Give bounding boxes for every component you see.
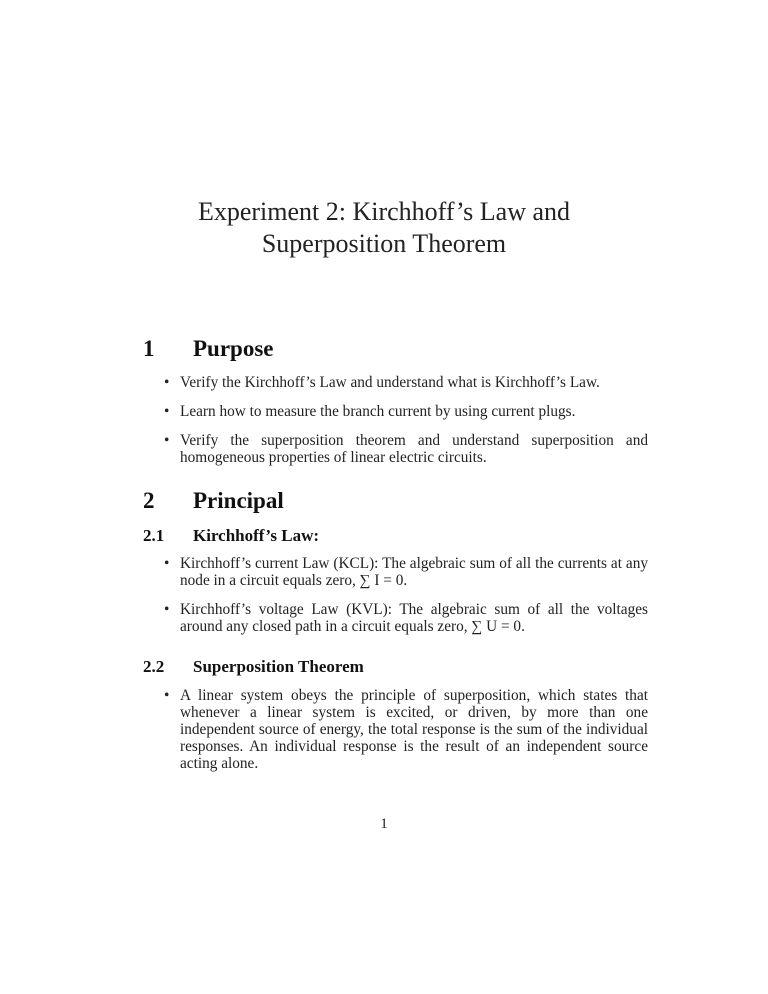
subsection-number: 2.1 (143, 526, 165, 545)
superposition-list (164, 687, 648, 772)
bullet-icon: • (164, 403, 170, 420)
document-title (0, 196, 768, 260)
subsection-title: Superposition Theorem (193, 657, 364, 676)
section-heading-purpose (143, 336, 274, 362)
bullet-icon: • (164, 687, 170, 704)
list-item-kcl: • Kirchhoff’s current Law (KCL): The algebraic sum of all the currents at any node in a circuit equals zero, ∑ I = 0. (164, 555, 648, 589)
section-title: Principal (193, 488, 284, 513)
bullet-icon: • (164, 601, 170, 618)
section-title: Purpose (193, 336, 274, 361)
list-item: • Learn how to measure the branch current by using current plugs. (164, 403, 576, 420)
bullet-icon: • (164, 555, 170, 572)
list-item: • A linear system obeys the principle of superposition, which states that whenever a linear system is excited, or driven, by more than one independent source of energy, the total response is the sum of the individual responses. An individual response is the result of an independent source acting alone. (164, 687, 648, 772)
title-line-1: Experiment 2: Kirchhoff’s Law and (197, 197, 571, 226)
bullet-icon: • (164, 374, 170, 391)
subsection-title: Kirchhoff’s Law: (193, 526, 320, 545)
subsection-heading-kirchhoffs-law (143, 526, 319, 546)
section-heading-principal (143, 488, 284, 514)
subsection-number: 2.2 (143, 657, 165, 676)
bullet-icon: • (164, 432, 170, 449)
section-number: 2 (143, 488, 155, 513)
section-number: 1 (143, 336, 155, 361)
title-line-2: Superposition Theorem (261, 229, 507, 258)
page-number: 1 (380, 816, 388, 832)
list-item-kvl: • Kirchhoff’s voltage Law (KVL): The algebraic sum of all the voltages around any closed path in a circuit equals zero, ∑ U = 0. (164, 601, 648, 635)
list-item: • Verify the Kirchhoff’s Law and understand what is Kirchhoff’s Law. (164, 374, 600, 391)
kirchhoff-list (164, 555, 648, 635)
subsection-heading-superposition (143, 657, 364, 677)
list-item: • Verify the superposition theorem and understand superposition and homogeneous properties of linear electric circuits. (164, 432, 648, 466)
purpose-list (164, 374, 648, 466)
